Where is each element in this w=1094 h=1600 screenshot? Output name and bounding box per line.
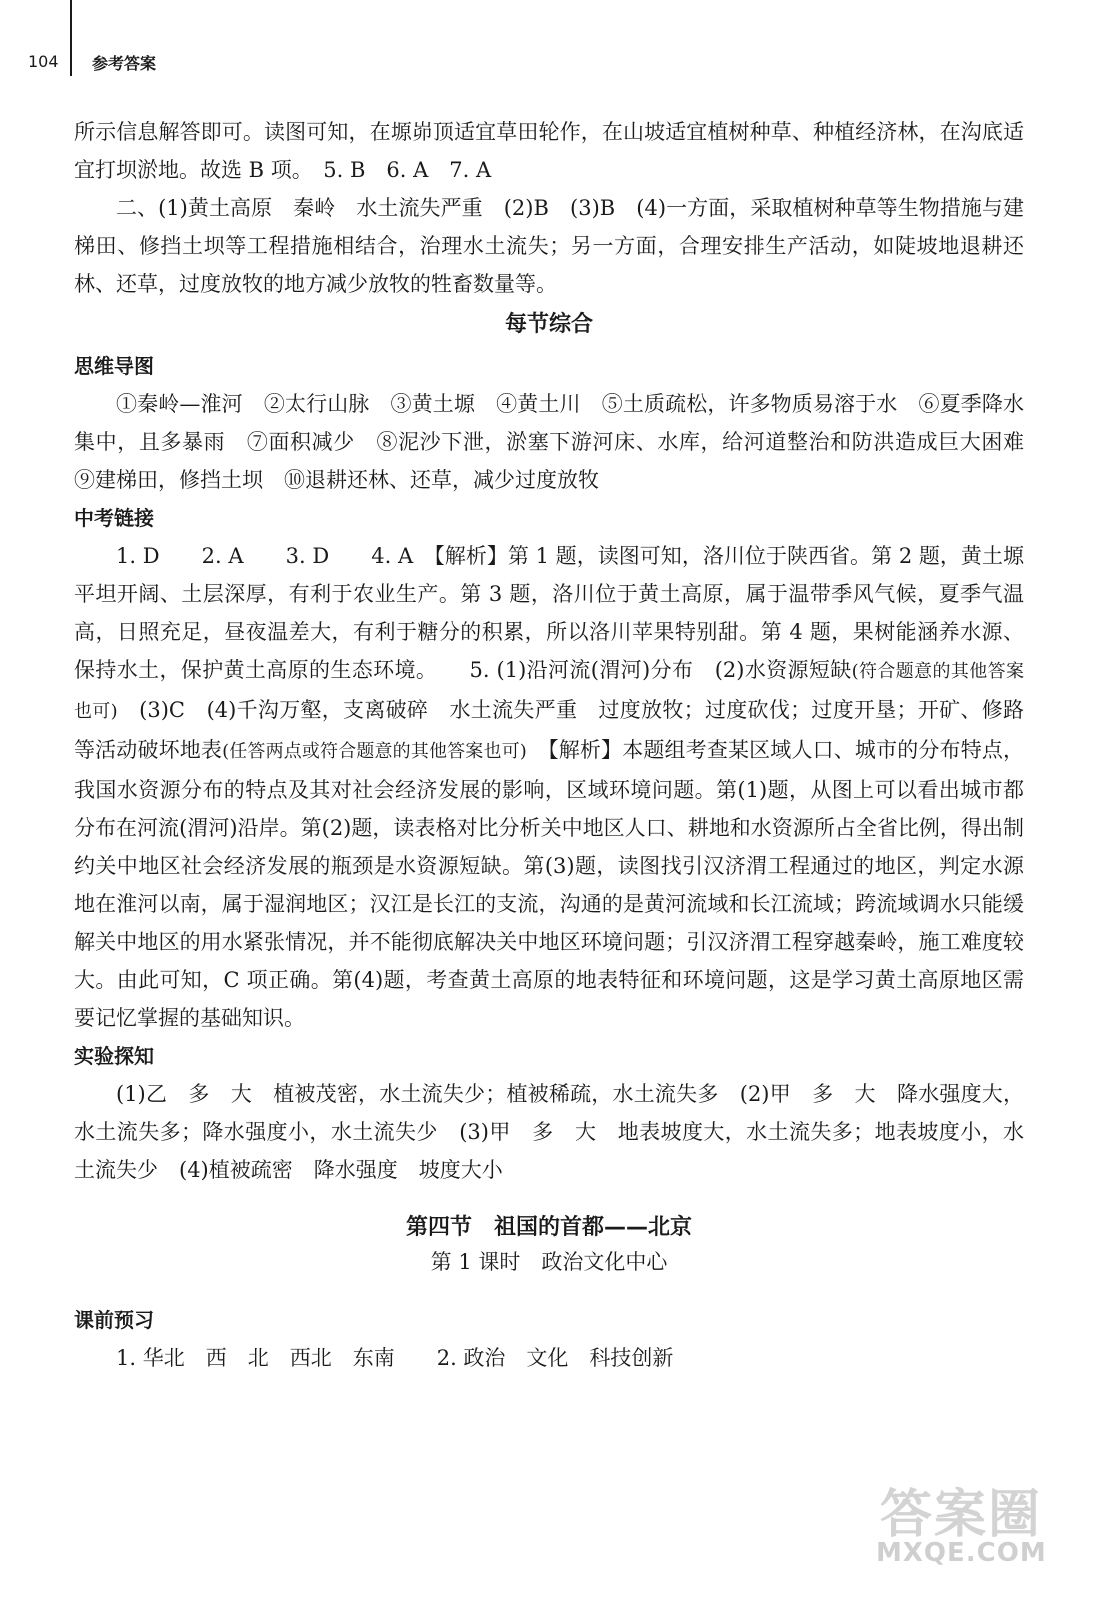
exam-link-answers [74, 537, 1024, 1037]
watermark-url: MXQE.COM [876, 1538, 1047, 1568]
experiment-answers: (1)乙 多 大 植被茂密，水土流失少；植被稀疏，水土流失多 (2)甲 多 大 降水强度大，水土流失多；降水强度小，水土流失少 (3)甲 多 大 地表坡度大，水土流失多；地表坡度小，水土流失少 (4)植被疏密 降水强度 坡度大小 [74, 1082, 1024, 1182]
header-divider [70, 0, 72, 76]
exam-part-1: 1. D 2. A 3. D 4. A 【解析】第 1 题，读图可知，洛川位于陕西省。第 2 题，黄土塬平坦开阔、土层深厚，有利于农业生产。第 3 题，洛川位于黄土高原，属于温带季风气候，夏季气温高，日照充足，昼夜温差大，有利于糖分的积累，所以洛川苹果特别甜。第 4 题，果树能涵养水源、保持水土，保护黄土高原的生态环境。 5. (1)沿河流(渭河)分布 (2)水资源短缺 [74, 544, 1024, 682]
experiment-heading: 实验探知 [74, 1044, 154, 1068]
lesson-title: 第 1 课时 政治文化中心 [430, 1250, 668, 1274]
mindmap-answers: ①秦岭—淮河 ②太行山脉 ③黄土塬 ④黄土川 ⑤土质疏松，许多物质易溶于水 ⑥夏季降水集中，且多暴雨 ⑦面积减少 ⑧泥沙下泄，淤塞下游河床、水库，给河道整治和防洪造成巨大困难 ⑨建梯田，修挡土坝 ⑩退耕还林、还草，减少过度放牧 [74, 392, 1045, 492]
mindmap-heading: 思维导图 [74, 354, 154, 378]
watermark-logo-text: 答案圈 [880, 1485, 1043, 1545]
intro-paragraph-2: 二、(1)黄土高原 秦岭 水土流失严重 (2)B (3)B (4)一方面，采取植树种草等生物措施与建梯田、修挡土坝等工程措施相结合，治理水土流失；另一方面，合理安排生产活动，如陡坡地退耕还林、还草，过度放牧的地方减少放牧的牲畜数量等。 [74, 196, 1024, 296]
preview-answers: 1. 华北 西 北 西北 东南 2. 政治 文化 科技创新 [116, 1346, 674, 1370]
page-number: 104 [28, 52, 59, 71]
exam-note-1: (符合题意的其他答案也可) [74, 661, 1024, 722]
intro-paragraph-1: 所示信息解答即可。读图可知，在塬峁顶适宜草田轮作，在山坡适宜植树种草、种植经济林，在沟底适宜打坝淤地。故选 B 项。 5. B 6. A 7. A [74, 120, 1024, 182]
page-content [74, 113, 1045, 1377]
page-header [0, 0, 1094, 80]
exam-part-3: 【解析】本题组考查某区域人口、城市的分布特点，我国水资源分布的特点及其对社会经济发展的影响，区域环境问题。第(1)题，从图上可以看出城市都分布在河流(渭河)沿岸。第(2)题，读表格对比分析关中地区人口、耕地和水资源所占全省比例，得出制约关中地区社会经济发展的瓶颈是水资源短缺。第(3)题，读图找引汉济渭工程通过的地区，判定水源地在淮河以南，属于湿润地区；汉江是长江的支流，沟通的是黄河流域和长江流域；跨流域调水只能缓解关中地区的用水紧张情况，并不能彻底解决关中地区环境问题；引汉济渭工程穿越秦岭，施工难度较大。由此可知，C 项正确。第(4)题，考查黄土高原的地表特征和环境问题，这是学习黄土高原地区需要记忆掌握的基础知识。 [74, 738, 1025, 1030]
exam-link-heading: 中考链接 [74, 506, 154, 530]
exam-part-2: (3)C (4)千沟万壑，支离破碎 水土流失严重 过度放牧；过度砍伐；过度开垦；开矿、修路等活动破坏地表 [74, 698, 1024, 762]
preview-heading: 课前预习 [74, 1308, 154, 1332]
exam-note-2: (任答两点或符合题意的其他答案也可) [222, 741, 527, 762]
section-title: 第四节 祖国的首都——北京 [405, 1215, 692, 1240]
watermark-logo [870, 1472, 1070, 1582]
running-title: 参考答案 [92, 54, 157, 73]
summary-title: 每节综合 [504, 312, 593, 337]
